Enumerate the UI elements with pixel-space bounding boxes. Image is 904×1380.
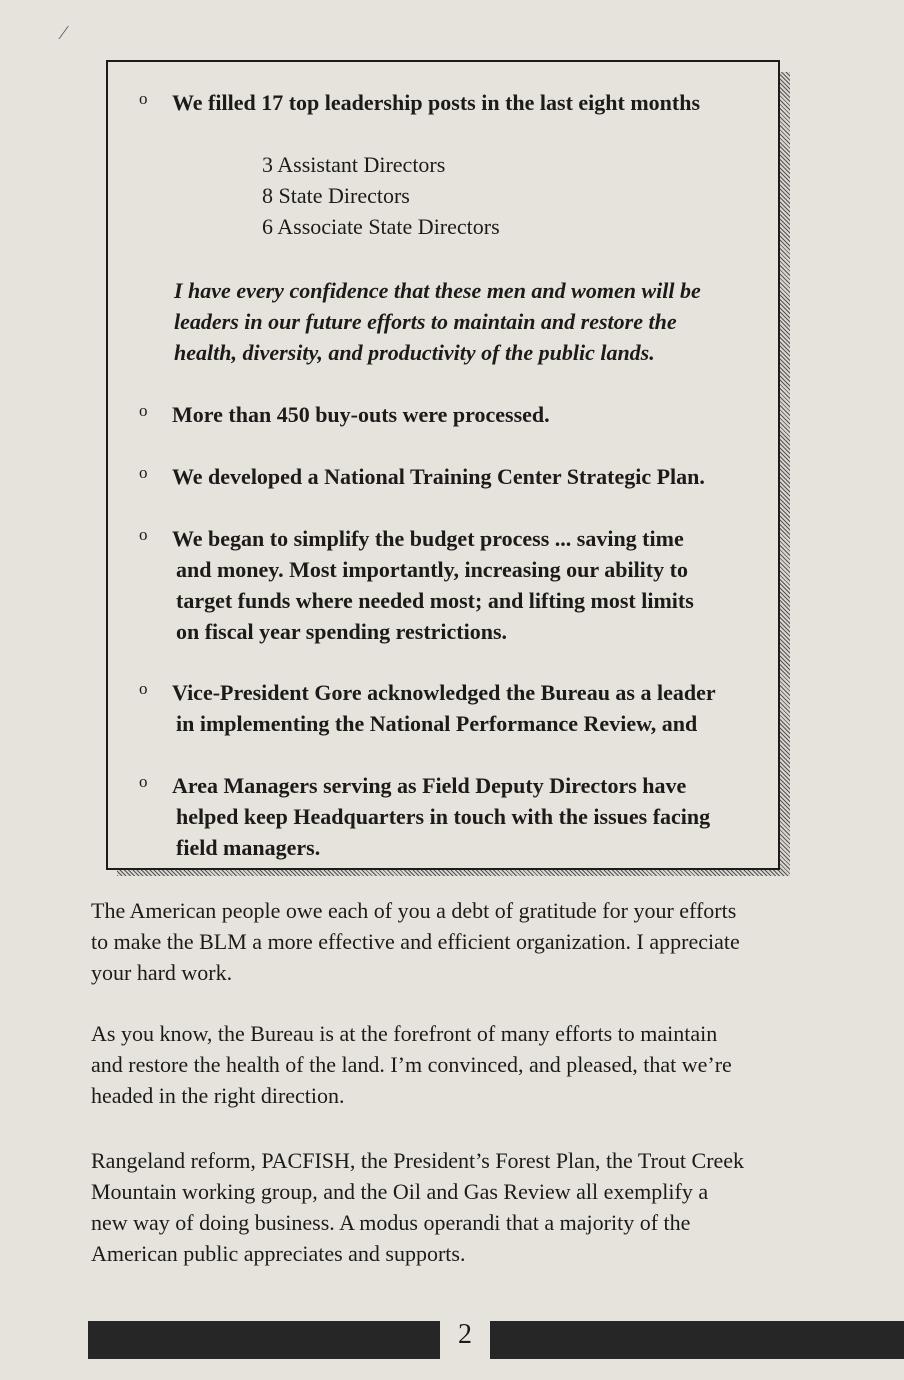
sublist-item-2: 8 State Directors (262, 183, 410, 208)
bullet-5: o (139, 679, 148, 698)
quote-line-2: leaders in our future efforts to maintain and restore the (174, 309, 677, 334)
quote-line-1: I have every confidence that these men and women will be (174, 278, 701, 303)
paragraph-2 (91, 1018, 871, 1111)
paragraph-3 (91, 1145, 871, 1269)
bullet-item-3: We developed a National Training Center Strategic Plan. (172, 464, 705, 489)
paragraph-3-line-4: American public appreciates and supports. (91, 1241, 466, 1266)
bullet-item-2: More than 450 buy-outs were processed. (172, 402, 550, 427)
bullet-item-5-line-1: Vice-President Gore acknowledged the Bureau as a leader (172, 680, 716, 705)
paragraph-1-line-2: to make the BLM a more effective and efficient organization. I appreciate (91, 929, 740, 954)
bullet-item-4-line-1: We began to simplify the budget process ... saving time (172, 526, 684, 551)
paragraph-3-line-1: Rangeland reform, PACFISH, the President’s Forest Plan, the Trout Creek (91, 1148, 745, 1173)
paragraph-1 (91, 895, 871, 988)
page-number: 2 (458, 1319, 472, 1350)
paragraph-1-line-1: The American people owe each of you a debt of gratitude for your efforts (91, 898, 737, 923)
footer-bar-left (88, 1321, 440, 1359)
bullet-item-4-line-3: target funds where needed most; and lifting most limits (176, 588, 694, 613)
bullet-item-4 (172, 523, 772, 647)
bullet-2: o (139, 401, 148, 420)
bullet-item-6-line-3: field managers. (176, 835, 321, 860)
bullet-3: o (139, 463, 148, 482)
bullet-item-4-line-2: and money. Most importantly, increasing our ability to (176, 557, 688, 582)
bullet-4: o (139, 525, 148, 544)
bullet-item-5-line-2: in implementing the National Performance Review, and (176, 711, 698, 736)
bullet-item-6-line-1: Area Managers serving as Field Deputy Directors have (172, 773, 687, 798)
paragraph-3-line-3: new way of doing business. A modus operandi that a majority of the (91, 1210, 691, 1235)
bullet-item-6-line-2: helped keep Headquarters in touch with the issues facing (176, 804, 711, 829)
paragraph-3-line-2: Mountain working group, and the Oil and Gas Review all exemplify a (91, 1179, 709, 1204)
paragraph-2-line-1: As you know, the Bureau is at the forefront of many efforts to maintain (91, 1021, 718, 1046)
bullet-1: o (139, 89, 148, 108)
paragraph-2-line-3: headed in the right direction. (91, 1083, 345, 1108)
sublist-item-3: 6 Associate State Directors (262, 214, 500, 239)
bullet-6: o (139, 772, 148, 791)
stray-mark: ⁄ (62, 22, 66, 44)
footer-bar-right (490, 1321, 904, 1359)
bullet-item-4-line-4: on fiscal year spending restrictions. (176, 619, 508, 644)
paragraph-1-line-3: your hard work. (91, 960, 233, 985)
bullet-item-5 (172, 677, 772, 739)
paragraph-2-line-2: and restore the health of the land. I’m convinced, and pleased, that we’re (91, 1052, 732, 1077)
bullet-item-1: We filled 17 top leadership posts in the last eight months (172, 90, 701, 115)
quote (174, 275, 774, 368)
quote-line-3: health, diversity, and productivity of the public lands. (174, 340, 655, 365)
sublist-item-1: 3 Assistant Directors (262, 152, 446, 177)
bullet-item-6 (172, 770, 772, 863)
